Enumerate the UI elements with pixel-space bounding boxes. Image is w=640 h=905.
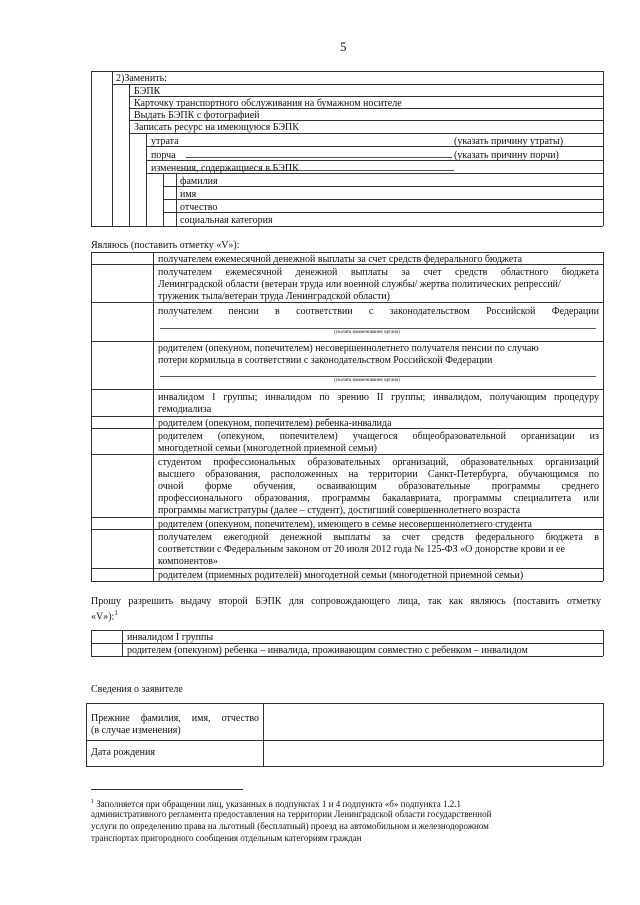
change-field-patronymic: отчество (180, 202, 218, 213)
status-row-disability-l2: гемодиализа (158, 404, 212, 415)
status-intro: Являюсь (поставить отметку «V»): (91, 240, 240, 251)
footnote-mark-ref: 1 (114, 609, 118, 617)
second-card-intro-v: «V»): (91, 611, 115, 623)
status-row-donor-l1: получателем ежегодной денежной выплаты за счет средств федерального бюджета в (158, 532, 599, 543)
status-row-student-l4: профессионального образования, программы бакалавриата, программы специалитета или (158, 493, 599, 504)
replace-item-photo-bepk: Выдать БЭПК с фотографией (134, 110, 260, 121)
status-row-student-l3: очной форме обучения, осваивающим образовательные программы среднего (158, 481, 599, 492)
second-card-intro-l2 (91, 608, 118, 622)
footnote-line4: транспортах пригородного сообщения отдельным категориям граждан (91, 833, 362, 843)
status-row-parent-student: родителем (опекуном, попечителем), имеющего в семье несовершеннолетнего студента (158, 519, 532, 530)
status-row-student-l1: студентом профессиональных образовательных организаций, образовательных организаций (158, 457, 599, 468)
status-row-large-family: родителем (приемных родителей) многодетной семьи (многодетной приемной семьи) (158, 570, 524, 581)
birth-date-label: Дата рождения (91, 747, 155, 758)
applicant-title: Сведения о заявителе (91, 684, 183, 695)
second-card-row-parent: родителем (опекуном) ребенка – инвалида, проживающим совместно с ребенком – инвалидом (127, 645, 528, 656)
status-row-survivor-l2: потери кормильца в соответствии с законодательством Российской Федерации (158, 355, 493, 366)
status-row-donor-l3: компонентов» (158, 556, 218, 567)
page-number: 5 (340, 39, 347, 54)
status-row-pension-hint: (указать наименование органа) (334, 330, 400, 335)
loss-hint: (указать причину утраты) (454, 136, 564, 147)
footnote-text-l1: Заполняется при обращении лиц, указанных в подпунктах 1 и 4 подпункта «б» подпункта 1.2.1 (96, 799, 461, 809)
status-row-disability-l1: инвалидом I группы; инвалидом по зрению II группы; инвалидом, получающим процедуру (158, 392, 599, 403)
replace-item-bepk: БЭПК (134, 86, 161, 97)
status-row-regional-payment-l1: получателем ежемесячной денежной выплаты за счет средств областного бюджета (158, 267, 599, 278)
status-row-parent-pupil-l1: родителем (опекуном, попечителем) учащегося общеобразовательной организации из (158, 431, 599, 442)
damage-label: порча (151, 150, 176, 161)
status-row-federal-payment: получателем ежемесячной денежной выплаты за счет средств федерального бюджета (158, 254, 523, 265)
status-row-regional-payment-l2: Ленинградской области (ветеран труда или военной службы/ жертва политических репрессий/ (158, 279, 561, 290)
footnote-line3: услуги по определению права на льготный (бесплатный) проезд на автомобильном и железнодорожном (91, 821, 489, 831)
former-names-field[interactable] (265, 705, 601, 738)
replace-item-paper-card: Карточку транспортного обслуживания на бумажном носителе (134, 98, 402, 109)
footnote-separator (91, 789, 243, 790)
second-card-row-group1: инвалидом I группы (127, 632, 214, 643)
footnote-mark: 1 (91, 799, 94, 805)
change-field-social-category: социальная категория (180, 215, 273, 226)
status-row-donor-l2: соответствии с Федеральным законом от 20 июля 2012 года № 125-ФЗ «О донорстве крови и ее (158, 544, 565, 555)
status-row-student-l2: высшего образования, расположенных на территории Санкт-Петербурга, обучающимся по (158, 469, 599, 480)
change-field-name: имя (180, 189, 197, 200)
loss-label: утрата (151, 136, 179, 147)
status-row-survivor-hint: (указать наименование органа) (334, 378, 400, 383)
footnote-line2: административного регламента предоставления на территории Ленинградской области государственной (91, 809, 492, 819)
status-row-survivor-l1: родителем (опекуном, попечителем) несовершеннолетнего получателя пенсии по случаю (158, 343, 539, 354)
status-row-parent-disabled-child: родителем (опекуном, попечителем) ребенка-инвалида (158, 418, 392, 429)
former-names-label-l1: Прежние фамилия, имя, отчество (91, 713, 259, 724)
former-names-label-l2: (в случае изменения) (91, 725, 181, 736)
status-row-student-l5: программы магистратуры (далее – студент), достигший совершеннолетнего возраста (158, 505, 521, 516)
changes-label: изменения, содержащиеся в БЭПК (151, 163, 299, 174)
replace-header: 2)Заменить: (116, 73, 167, 84)
status-row-pension: получателем пенсии в соответствии с законодательством Российской Федерации (158, 306, 599, 317)
second-card-intro-l1: Прошу разрешить выдачу второй БЭПК для сопровождающего лица, так как являюсь (поставить отметку (91, 596, 601, 607)
change-field-surname: фамилия (180, 176, 218, 187)
birth-date-field[interactable] (265, 742, 601, 764)
replace-item-write-resource: Записать ресурс на имеющуюся БЭПК (134, 122, 299, 133)
status-row-parent-pupil-l2: многодетной семьи (многодетной приемной семьи) (158, 443, 377, 454)
status-row-regional-payment-l3: труженик тыла/ветеран труда Ленинградской области) (158, 291, 390, 302)
damage-hint: (указать причину порчи) (454, 150, 559, 161)
